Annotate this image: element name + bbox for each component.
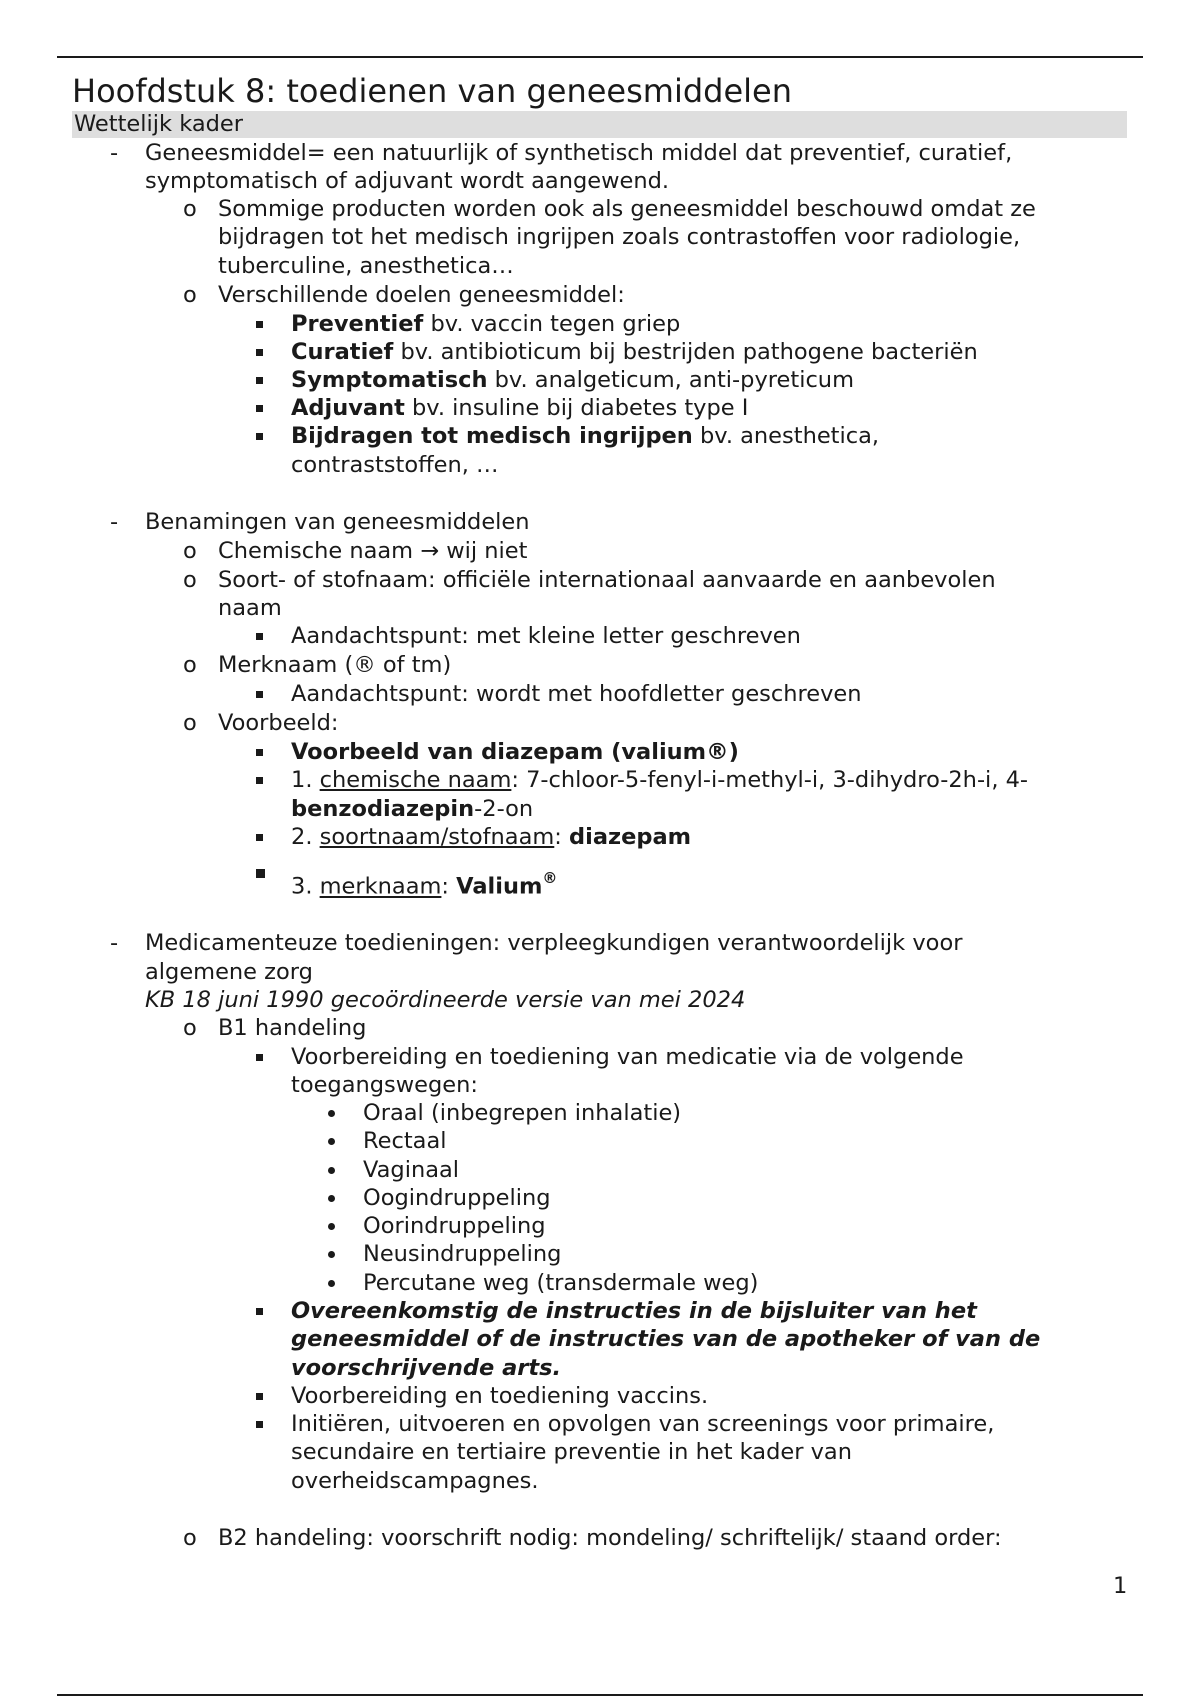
route-item: Percutane weg (transdermale weg) bbox=[363, 1270, 759, 1296]
section-heading: Wettelijk kader bbox=[74, 111, 243, 137]
preparation-line-1: Voorbereiding en toediening van medicatie via de volgende bbox=[291, 1044, 964, 1070]
definition-line-2: symptomatisch of adjuvant wordt aangewend. bbox=[145, 168, 670, 194]
chemical-name-item: Chemische naam → wij niet bbox=[218, 538, 528, 564]
dash-marker: - bbox=[110, 509, 119, 535]
goal-item: Bijdragen tot medisch ingrijpen bv. anesthetica, bbox=[291, 423, 880, 449]
circle-marker: o bbox=[183, 196, 197, 222]
dash-marker: - bbox=[110, 140, 119, 166]
sub-point-1-line-2: bijdragen tot het medisch ingrijpen zoals contrastoffen voor radiologie, bbox=[218, 224, 1021, 250]
example-brand-name: 3. merknaam: Valium® bbox=[291, 869, 558, 900]
route-item: Oogindruppeling bbox=[363, 1185, 551, 1211]
square-bullet bbox=[256, 869, 265, 878]
square-bullet bbox=[256, 1054, 263, 1061]
brand-name-note: Aandachtspunt: wordt met hoofdletter geschreven bbox=[291, 681, 862, 707]
names-heading: Benamingen van geneesmiddelen bbox=[145, 509, 530, 535]
preparation-line-2: toegangswegen: bbox=[291, 1072, 478, 1098]
example-generic-name: 2. soortnaam/stofnaam: diazepam bbox=[291, 824, 692, 850]
screening-line-3: overheidscampagnes. bbox=[291, 1468, 539, 1494]
route-bullet bbox=[328, 1138, 335, 1145]
route-bullet bbox=[328, 1251, 335, 1258]
circle-marker: o bbox=[183, 652, 197, 678]
route-bullet bbox=[328, 1223, 335, 1230]
square-bullet bbox=[256, 749, 263, 756]
circle-marker: o bbox=[183, 282, 197, 308]
route-item: Oraal (inbegrepen inhalatie) bbox=[363, 1100, 682, 1126]
generic-name-line-2: naam bbox=[218, 595, 282, 621]
circle-marker: o bbox=[183, 567, 197, 593]
administration-line-2: algemene zorg bbox=[145, 959, 313, 985]
route-bullet bbox=[328, 1195, 335, 1202]
route-bullet bbox=[328, 1167, 335, 1174]
example-title: Voorbeeld van diazepam (valium®) bbox=[291, 739, 739, 765]
example-chemical-name-continued: benzodiazepin-2-on bbox=[291, 796, 534, 822]
goal-item: Preventief bv. vaccin tegen griep bbox=[291, 311, 681, 337]
example-chemical-name: 1. chemische naam: 7-chloor-5-fenyl-i-methyl-i, 3-dihydro-2h-i, 4- bbox=[291, 767, 1029, 793]
square-bullet bbox=[256, 777, 263, 784]
goal-item: Curatief bv. antibioticum bij bestrijden pathogene bacteriën bbox=[291, 339, 978, 365]
square-bullet bbox=[256, 834, 263, 841]
sub-point-1-line-3: tuberculine, anesthetica… bbox=[218, 253, 514, 279]
square-bullet bbox=[256, 691, 263, 698]
square-bullet bbox=[256, 633, 263, 640]
vaccines-item: Voorbereiding en toediening vaccins. bbox=[291, 1383, 709, 1409]
route-item: Rectaal bbox=[363, 1128, 447, 1154]
section-heading-band bbox=[72, 111, 1127, 138]
route-bullet bbox=[328, 1280, 335, 1287]
kb-reference: KB 18 juni 1990 gecoördineerde versie van mei 2024 bbox=[145, 987, 746, 1013]
route-item: Oorindruppeling bbox=[363, 1213, 546, 1239]
page-number: 1 bbox=[1113, 1573, 1128, 1599]
goal-item-continued: contraststoffen, … bbox=[291, 452, 499, 478]
square-bullet bbox=[256, 349, 263, 356]
generic-name-note: Aandachtspunt: met kleine letter geschreven bbox=[291, 623, 801, 649]
square-bullet bbox=[256, 1393, 263, 1400]
top-rule bbox=[57, 56, 1143, 58]
page-title: Hoofdstuk 8: toedienen van geneesmiddelen bbox=[72, 72, 792, 110]
b1-heading: B1 handeling bbox=[218, 1015, 367, 1041]
square-bullet bbox=[256, 321, 263, 328]
generic-name-line-1: Soort- of stofnaam: officiële internationaal aanvaarde en aanbevolen bbox=[218, 567, 996, 593]
screening-line-2: secundaire en tertiaire preventie in het kader van bbox=[291, 1439, 852, 1465]
screening-line-1: Initiëren, uitvoeren en opvolgen van screenings voor primaire, bbox=[291, 1411, 995, 1437]
registered-mark: ® bbox=[542, 869, 558, 887]
bottom-rule bbox=[57, 1694, 1143, 1696]
administration-line-1: Medicamenteuze toedieningen: verpleegkundigen verantwoordelijk voor bbox=[145, 930, 963, 956]
square-bullet bbox=[256, 1421, 263, 1428]
dash-marker: - bbox=[110, 930, 119, 956]
b2-heading: B2 handeling: voorschrift nodig: mondeling/ schriftelijk/ staand order: bbox=[218, 1525, 1002, 1551]
sub-point-2: Verschillende doelen geneesmiddel: bbox=[218, 282, 625, 308]
circle-marker: o bbox=[183, 710, 197, 736]
goal-item: Symptomatisch bv. analgeticum, anti-pyreticum bbox=[291, 367, 854, 393]
instructions-line-2: geneesmiddel of de instructies van de apotheker of van de bbox=[291, 1326, 1041, 1352]
definition-line-1: Geneesmiddel= een natuurlijk of synthetisch middel dat preventief, curatief, bbox=[145, 140, 1013, 166]
circle-marker: o bbox=[183, 538, 197, 564]
instructions-line-3: voorschrijvende arts. bbox=[291, 1355, 562, 1381]
square-bullet bbox=[256, 377, 263, 384]
square-bullet bbox=[256, 433, 263, 440]
example-label: Voorbeeld: bbox=[218, 710, 339, 736]
square-bullet bbox=[256, 405, 263, 412]
route-item: Vaginaal bbox=[363, 1157, 460, 1183]
circle-marker: o bbox=[183, 1525, 197, 1551]
route-item: Neusindruppeling bbox=[363, 1241, 562, 1267]
brand-name-item: Merknaam (® of tm) bbox=[218, 652, 452, 678]
square-bullet bbox=[256, 1308, 263, 1315]
instructions-line-1: Overeenkomstig de instructies in de bijsluiter van het bbox=[291, 1298, 977, 1324]
circle-marker: o bbox=[183, 1015, 197, 1041]
sub-point-1-line-1: Sommige producten worden ook als geneesmiddel beschouwd omdat ze bbox=[218, 196, 1036, 222]
route-bullet bbox=[328, 1110, 335, 1117]
goal-item: Adjuvant bv. insuline bij diabetes type I bbox=[291, 395, 749, 421]
